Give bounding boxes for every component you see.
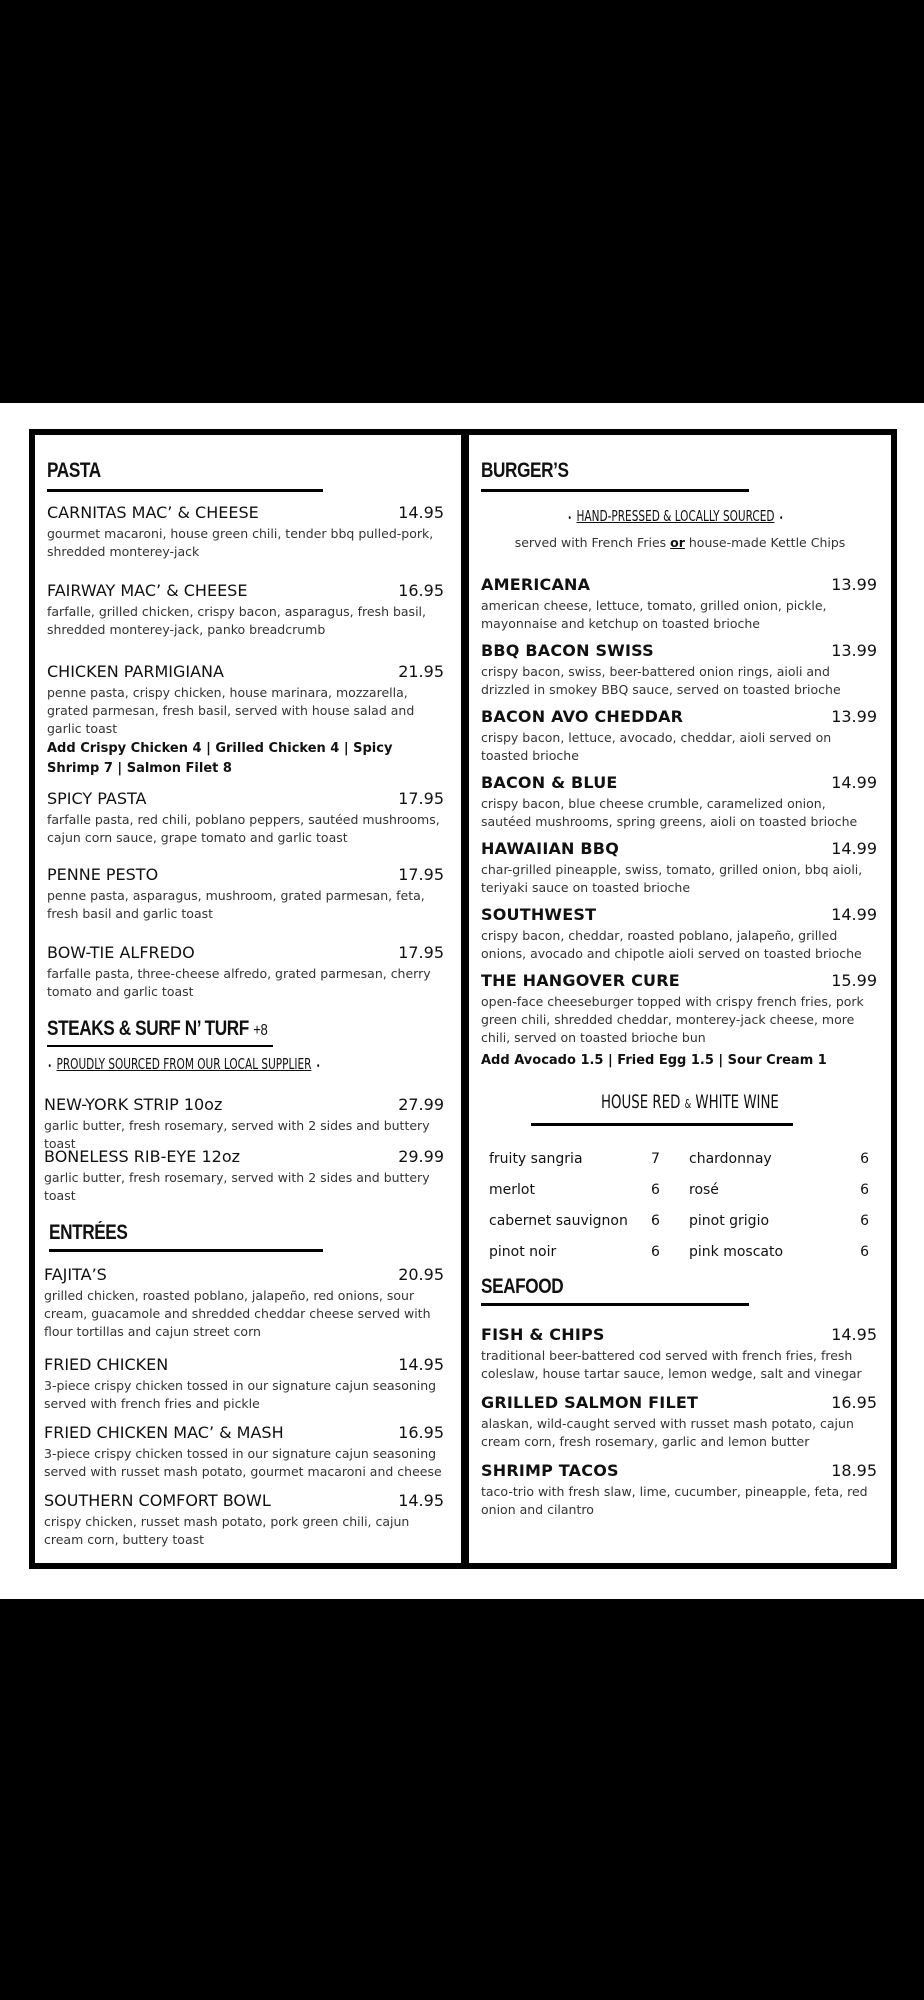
- steaks-heading-rule: [47, 1045, 273, 1047]
- menu-item: [481, 575, 877, 633]
- wine-price: 6: [860, 1244, 869, 1260]
- item-name: FISH & CHIPS: [481, 1325, 605, 1344]
- menu-item: [481, 1461, 877, 1519]
- served-with-text-end: house-made Kettle Chips: [684, 535, 846, 550]
- item-description: garlic butter, fresh rosemary, served with 2 sides and buttery toast: [44, 1170, 430, 1203]
- wine-price: 6: [651, 1182, 660, 1198]
- item-name: BBQ BACON SWISS: [481, 641, 654, 660]
- item-price: 14.95: [398, 1491, 444, 1510]
- wine-name: rosé: [689, 1182, 719, 1198]
- item-price: 17.95: [398, 789, 444, 808]
- item-name: HAWAIIAN BBQ: [481, 839, 620, 858]
- menu-frame: [29, 429, 897, 1569]
- steaks-heading-text: STEAKS & SURF N’ TURF: [47, 1017, 249, 1040]
- bullet-icon: •: [779, 513, 784, 524]
- item-price: 16.95: [398, 581, 444, 600]
- wine-price: 6: [860, 1151, 869, 1167]
- steaks-heading: [47, 1017, 267, 1041]
- item-description: crispy bacon, swiss, beer-battered onion rings, aioli and drizzled in smokey BBQ sauce, served on toasted brioche: [481, 664, 841, 697]
- bullet-icon: •: [567, 513, 572, 524]
- item-name: FAJITA’S: [44, 1265, 107, 1284]
- menu-item: [44, 1147, 444, 1205]
- item-description: alaskan, wild-caught served with russet mash potato, cajun cream corn, fresh rosemary, garlic and lemon butter: [481, 1416, 854, 1449]
- steaks-surcharge: +8: [253, 1022, 268, 1039]
- item-price: 29.99: [398, 1147, 444, 1166]
- item-description: open-face cheeseburger topped with crispy french fries, pork green chili, shredded cheddar, monterey-jack cheese, more chili, served on toasted brioche bun: [481, 994, 864, 1045]
- item-description: grilled chicken, roasted poblano, jalapeño, red onions, sour cream, guacamole and shredded cheddar cheese served with flour tortillas and cajun street corn: [44, 1288, 431, 1339]
- item-description: penne pasta, crispy chicken, house marinara, mozzarella, grated parmesan, fresh basil, served with house salad and garlic toast: [47, 685, 415, 736]
- wine-heading-rule: [531, 1123, 793, 1126]
- pasta-heading: PASTA: [47, 459, 101, 482]
- wine-heading-text-end: WHITE WINE: [691, 1091, 779, 1113]
- burgers-tagline: [563, 507, 788, 525]
- burgers-addons: Add Avocado 1.5 | Fried Egg 1.5 | Sour Cream 1: [481, 1053, 827, 1068]
- wine-name: fruity sangria: [489, 1151, 583, 1167]
- pasta-heading-rule: [47, 489, 323, 492]
- item-name: CHICKEN PARMIGIANA: [47, 662, 224, 681]
- item-name: BACON & BLUE: [481, 773, 618, 792]
- menu-item: [47, 789, 444, 847]
- wine-price: 6: [651, 1213, 660, 1229]
- wine-price: 6: [860, 1182, 869, 1198]
- item-description: crispy bacon, cheddar, roasted poblano, jalapeño, grilled onions, avocado and chipotle aioli served on toasted brioche: [481, 928, 862, 961]
- bullet-icon: •: [47, 1061, 52, 1072]
- burgers-served-with: [469, 535, 891, 550]
- item-name: SOUTHWEST: [481, 905, 597, 924]
- wine-name: pink moscato: [689, 1244, 784, 1260]
- item-description: penne pasta, asparagus, mushroom, grated parmesan, feta, fresh basil and garlic toast: [47, 888, 425, 921]
- item-price: 18.95: [831, 1461, 877, 1480]
- item-price: 20.95: [398, 1265, 444, 1284]
- item-price: 14.99: [831, 773, 877, 792]
- menu-item: [44, 1355, 444, 1413]
- menu-item: [47, 865, 444, 923]
- menu-item: [47, 581, 444, 639]
- item-name: SPICY PASTA: [47, 789, 147, 808]
- item-name: PENNE PESTO: [47, 865, 159, 884]
- served-with-or: or: [670, 535, 685, 550]
- item-price: 13.99: [831, 575, 877, 594]
- pasta-addons: Add Crispy Chicken 4 | Grilled Chicken 4 | Spicy Shrimp 7 | Salmon Filet 8: [47, 741, 393, 776]
- item-name: FAIRWAY MAC’ & CHEESE: [47, 581, 248, 600]
- wine-name: pinot grigio: [689, 1213, 770, 1229]
- item-name: SOUTHERN COMFORT BOWL: [44, 1491, 271, 1510]
- item-name: FRIED CHICKEN MAC’ & MASH: [44, 1423, 284, 1442]
- wine-price: 7: [651, 1151, 660, 1167]
- wine-name: pinot noir: [489, 1244, 557, 1260]
- item-price: 16.95: [831, 1393, 877, 1412]
- item-name: CARNITAS MAC’ & CHEESE: [47, 503, 259, 522]
- left-column: [35, 435, 461, 1563]
- item-description: gourmet macaroni, house green chili, tender bbq pulled-pork, shredded monterey-jack: [47, 526, 434, 559]
- entrees-heading: ENTRÉES: [49, 1221, 128, 1244]
- seafood-heading-rule: [481, 1303, 749, 1306]
- menu-item: [44, 1265, 444, 1341]
- burgers-heading-rule: [481, 489, 749, 492]
- item-price: 17.95: [398, 943, 444, 962]
- wine-heading-amp: &: [684, 1097, 692, 1111]
- item-name: BONELESS RIB-EYE 12oz: [44, 1147, 240, 1166]
- item-name: FRIED CHICKEN: [44, 1355, 169, 1374]
- item-price: 14.95: [398, 503, 444, 522]
- item-description: 3-piece crispy chicken tossed in our signature cajun seasoning served with french fries and pickle: [44, 1378, 437, 1411]
- entrees-heading-rule: [49, 1249, 323, 1252]
- menu-item: [481, 773, 877, 831]
- item-price: 21.95: [398, 662, 444, 681]
- menu-item: [481, 641, 877, 699]
- item-name: THE HANGOVER CURE: [481, 971, 680, 990]
- menu-item: [481, 839, 877, 897]
- menu-item: [44, 1423, 444, 1481]
- item-price: 13.99: [831, 707, 877, 726]
- menu-item: [481, 905, 877, 963]
- wine-name: chardonnay: [689, 1151, 772, 1167]
- item-price: 15.99: [831, 971, 877, 990]
- menu-item: [47, 503, 444, 561]
- menu-item: [481, 971, 877, 1047]
- item-name: BACON AVO CHEDDAR: [481, 707, 684, 726]
- menu-page: [0, 403, 924, 1599]
- menu-item: [47, 662, 444, 738]
- item-price: 14.95: [398, 1355, 444, 1374]
- item-name: NEW-YORK STRIP 10oz: [44, 1095, 223, 1114]
- steaks-tagline-text: PROUDLY SOURCED FROM OUR LOCAL SUPPLIER: [56, 1055, 312, 1073]
- wine-name: cabernet sauvignon: [489, 1213, 628, 1229]
- wine-price: 6: [860, 1213, 869, 1229]
- item-description: taco-trio with fresh slaw, lime, cucumber, pineapple, feta, red onion and cilantro: [481, 1484, 868, 1517]
- menu-item: [44, 1095, 444, 1153]
- item-price: 27.99: [398, 1095, 444, 1114]
- item-description: farfalle pasta, red chili, poblano peppers, sautéed mushrooms, cajun corn sauce, grape tomato and garlic toast: [47, 812, 440, 845]
- item-name: SHRIMP TACOS: [481, 1461, 619, 1480]
- menu-item: [47, 943, 444, 1001]
- item-description: american cheese, lettuce, tomato, grilled onion, pickle, mayonnaise and ketchup on toasted brioche: [481, 598, 827, 631]
- item-description: crispy bacon, lettuce, avocado, cheddar, aioli served on toasted brioche: [481, 730, 832, 763]
- menu-item: [481, 1325, 877, 1383]
- item-price: 14.95: [831, 1325, 877, 1344]
- burgers-heading: BURGER’S: [481, 459, 569, 482]
- item-price: 16.95: [398, 1423, 444, 1442]
- steaks-tagline: [43, 1055, 325, 1073]
- item-description: char-grilled pineapple, swiss, tomato, grilled onion, bbq aioli, teriyaki sauce on toasted brioche: [481, 862, 863, 895]
- wine-heading: [601, 1091, 779, 1113]
- item-description: traditional beer-battered cod served with french fries, fresh coleslaw, house tartar sauce, lemon wedge, salt and vinegar: [481, 1348, 862, 1381]
- served-with-text: served with French Fries: [514, 535, 671, 550]
- item-price: 17.95: [398, 865, 444, 884]
- menu-item: [481, 707, 877, 765]
- burgers-tagline-text: HAND-PRESSED & LOCALLY SOURCED: [576, 507, 775, 525]
- wine-heading-text: HOUSE RED: [601, 1091, 685, 1113]
- item-name: BOW-TIE ALFREDO: [47, 943, 195, 962]
- item-description: farfalle pasta, three-cheese alfredo, grated parmesan, cherry tomato and garlic toast: [47, 966, 431, 999]
- item-description: garlic butter, fresh rosemary, served with 2 sides and buttery toast: [44, 1118, 430, 1151]
- item-description: crispy bacon, blue cheese crumble, caramelized onion, sautéed mushrooms, spring greens, aioli on toasted brioche: [481, 796, 858, 829]
- item-price: 13.99: [831, 641, 877, 660]
- item-name: GRILLED SALMON FILET: [481, 1393, 699, 1412]
- seafood-heading: SEAFOOD: [481, 1275, 564, 1298]
- wine-price: 6: [651, 1244, 660, 1260]
- item-price: 14.99: [831, 839, 877, 858]
- right-column: [469, 435, 891, 1563]
- bullet-icon: •: [316, 1061, 321, 1072]
- menu-item: [44, 1491, 444, 1549]
- item-description: crispy chicken, russet mash potato, pork green chili, cajun cream corn, buttery toast: [44, 1514, 410, 1547]
- item-price: 14.99: [831, 905, 877, 924]
- wine-name: merlot: [489, 1182, 535, 1198]
- menu-item: [481, 1393, 877, 1451]
- item-name: AMERICANA: [481, 575, 591, 594]
- item-description: farfalle, grilled chicken, crispy bacon, asparagus, fresh basil, shredded monterey-jack, panko breadcrumb: [47, 604, 426, 637]
- item-description: 3-piece crispy chicken tossed in our signature cajun seasoning served with russet mash potato, gourmet macaroni and cheese: [44, 1446, 442, 1479]
